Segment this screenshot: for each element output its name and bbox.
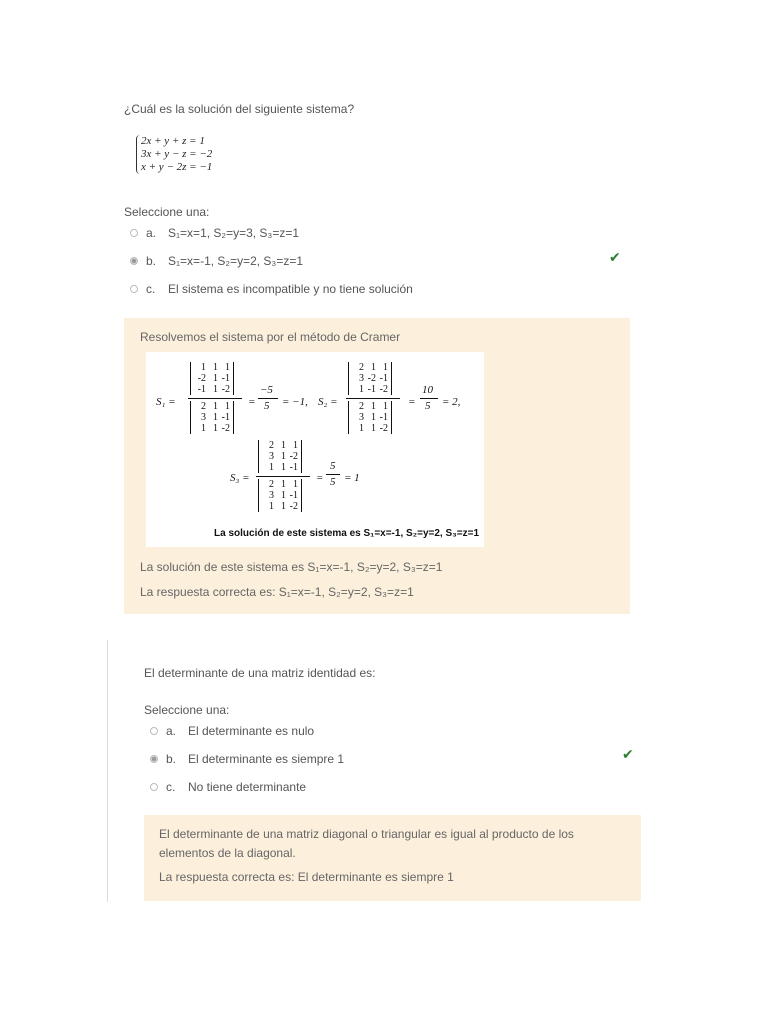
- s1-tail: = −1,: [282, 396, 308, 408]
- check-icon: ✔: [622, 746, 634, 762]
- option-letter: c.: [166, 780, 176, 794]
- s1-frac-den: 5: [264, 400, 270, 412]
- radio-icon[interactable]: [130, 229, 138, 237]
- q2-feedback-correct: La respuesta correcta es: El determinante es siempre 1: [159, 870, 454, 884]
- s3-num-det: 2 1 1 3 1 -2 1 1 -1: [258, 440, 302, 473]
- q2-feedback: [144, 815, 641, 901]
- q1-option-c[interactable]: [130, 280, 413, 298]
- q1-options: [130, 224, 413, 298]
- s1-den-det: 2 1 1 3 1 -1 1 1 -2: [190, 401, 234, 434]
- q2-option-c[interactable]: [150, 778, 344, 796]
- s2-fraction-line: [346, 398, 400, 399]
- q2-feedback-explanation: El determinante de una matriz diagonal o triangular es igual al producto de los elementos de la diagonal.: [159, 827, 574, 860]
- s1-frac-num: −5: [260, 384, 273, 396]
- radio-icon[interactable]: [150, 755, 158, 763]
- q2-option-a[interactable]: [150, 722, 344, 740]
- s3-den-det: 2 1 1 3 1 -1 1 1 -2: [258, 479, 302, 512]
- q1-question: ¿Cuál es la solución del siguiente sistema?: [124, 102, 355, 116]
- option-letter: c.: [146, 282, 156, 296]
- s3-label: S₃ =: [230, 472, 250, 484]
- q1-system-eq1: 2x + y + z = 1: [141, 135, 205, 147]
- option-text: El determinante es nulo: [188, 724, 315, 738]
- radio-icon[interactable]: [150, 727, 158, 735]
- option-text: El determinante es siempre 1: [188, 752, 345, 766]
- cramer-solution-image: S₁ = 1 1 1 -2 1 -1 -1 1 -2 2 1 1 3 1 -1 1 1 -2 = −5 5 = −1, S₂ = 2 1 1 3 -2 -1 1 -1 -2 2 1 1 3 1 -1 1 1 -2 = 10 5 = 2, S₃ = 2 1 1 3 1 -2 1 1 -1 2 1 1 3 1 -1 1 1 -2 = 5 5 = 1 La solución de este sistema es S₁=x=-1, S₂=y=2, S₃=z=1: [146, 352, 484, 547]
- option-letter: a.: [166, 724, 177, 738]
- q1-option-a[interactable]: [130, 224, 413, 242]
- radio-icon[interactable]: [130, 285, 138, 293]
- s1-label: S₁ =: [156, 396, 176, 408]
- q2-option-b[interactable]: [150, 750, 344, 768]
- s3-tail: = 1: [344, 472, 360, 484]
- q1-prompt: Seleccione una:: [124, 205, 210, 219]
- q2-question: El determinante de una matriz identidad es:: [144, 666, 376, 680]
- question-divider: [107, 640, 108, 902]
- s3-frac-den: 5: [330, 476, 336, 488]
- q1-feedback-correct: La respuesta correcta es: S₁=x=-1, S₂=y=2, S₃=z=1: [140, 585, 414, 599]
- option-letter: b.: [166, 752, 177, 766]
- q1-system-eq3: x + y − 2z = −1: [141, 161, 213, 173]
- q1-system: [136, 135, 212, 174]
- option-letter: b.: [146, 254, 157, 268]
- option-text: No tiene determinante: [188, 780, 307, 794]
- s2-label: S₂ =: [318, 396, 338, 408]
- radio-icon[interactable]: [150, 783, 158, 791]
- s1-num-det: 1 1 1 -2 1 -1 -1 1 -2: [190, 362, 234, 395]
- q1-system-eq2: 3x + y − z = −2: [141, 148, 213, 160]
- q2-prompt: Seleccione una:: [144, 703, 230, 717]
- s2-frac-den: 5: [425, 400, 431, 412]
- option-text: El sistema es incompatible y no tiene solución: [168, 282, 413, 296]
- option-text: S₁=x=-1, S₂=y=2, S₃=z=1: [168, 254, 304, 268]
- check-icon: ✔: [609, 249, 621, 265]
- s1-fraction-line: [188, 398, 242, 399]
- s2-num-det: 2 1 1 3 -2 -1 1 -1 -2: [348, 362, 392, 395]
- q1-feedback-intro: Resolvemos el sistema por el método de Cramer: [140, 330, 401, 344]
- radio-icon[interactable]: [130, 257, 138, 265]
- s2-den-det: 2 1 1 3 1 -1 1 1 -2: [348, 401, 392, 434]
- s2-frac-num: 10: [422, 384, 433, 396]
- s2-tail: = 2,: [442, 396, 461, 408]
- image-caption: La solución de este sistema es S₁=x=-1, S₂=y=2, S₃=z=1: [214, 528, 480, 539]
- q2-options: [150, 722, 344, 796]
- option-letter: a.: [146, 226, 157, 240]
- s3-frac-num: 5: [330, 460, 336, 472]
- option-text: S₁=x=1, S₂=y=3, S₃=z=1: [168, 226, 300, 240]
- s3-fraction-line: [256, 476, 310, 477]
- q1-feedback: [124, 318, 630, 614]
- q1-option-b[interactable]: [130, 252, 413, 270]
- q1-feedback-solution: La solución de este sistema es S₁=x=-1, S₂=y=2, S₃=z=1: [140, 560, 443, 574]
